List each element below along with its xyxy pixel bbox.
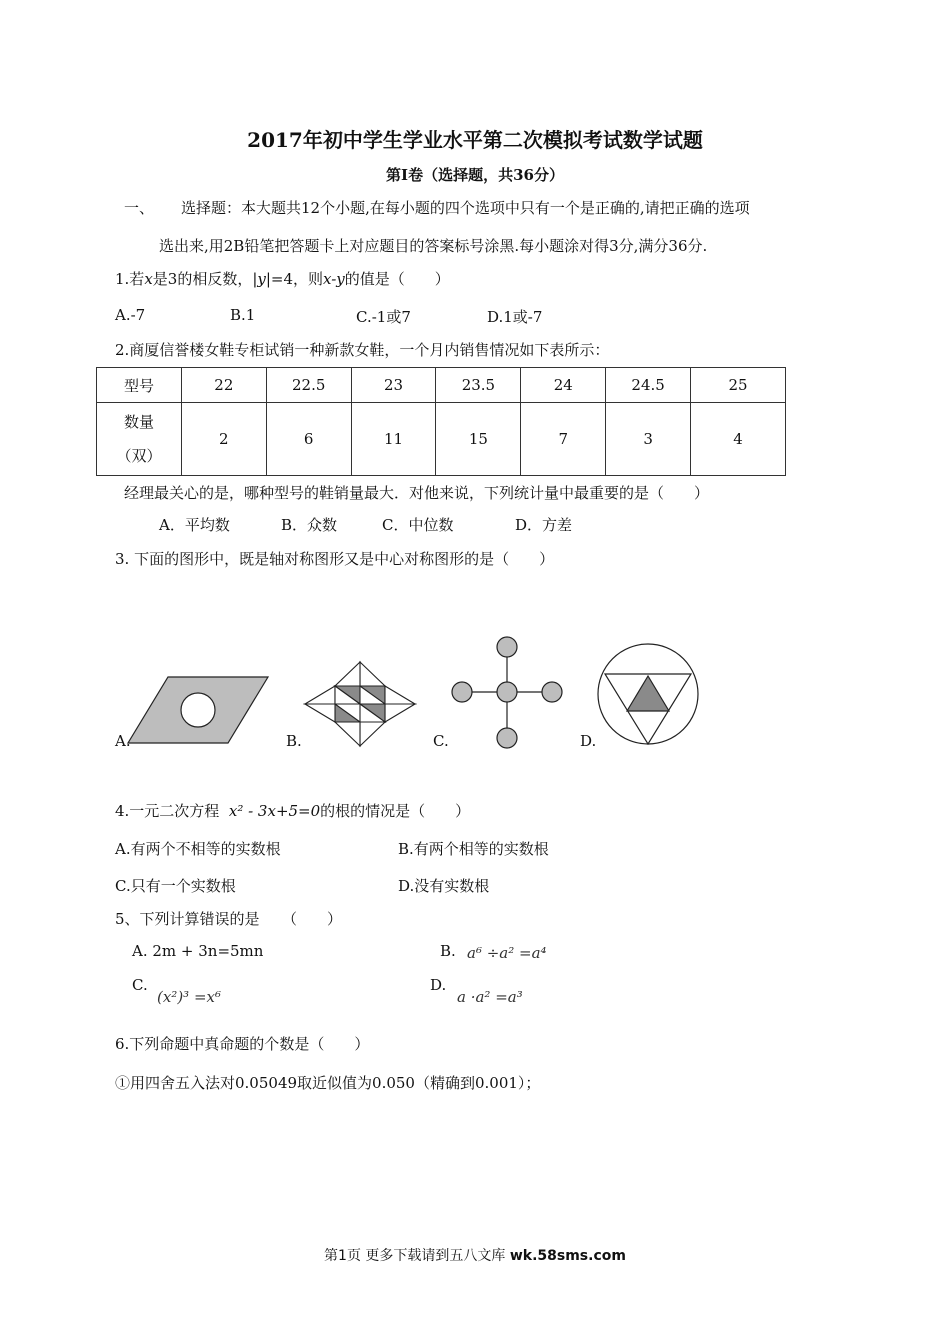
q5-option-c-label: C. <box>132 976 148 994</box>
section-text-line1: 选择题：本大题共12个小题,在每小题的四个选项中只有一个是正确的,请把正确的选项 <box>181 199 750 217</box>
table-cell: 11 <box>351 403 436 476</box>
table-cell: 24 <box>521 368 606 403</box>
circle-hole <box>181 693 215 727</box>
q4-option-a: A.有两个不相等的实数根 <box>115 840 281 858</box>
section-text-line2: 选出来,用2B铅笔把答题卡上对应题目的答案标号涂黑.每小题涂对得3分,满分36分. <box>159 237 708 255</box>
table-cell: 22.5 <box>266 368 351 403</box>
q5-option-d-label: D. <box>430 976 447 994</box>
question-6-item-1: ①用四舍五入法对0.05049取近似值为0.050（精确到0.001）； <box>115 1074 541 1092</box>
section-number: 一、 <box>124 199 155 217</box>
figure-c-cross <box>450 635 565 750</box>
table-cell: 6 <box>266 403 351 476</box>
q1-option-c: C.-1或7 <box>356 308 411 326</box>
q5-option-b-expr: a⁶ ÷a² =a⁴ <box>467 944 547 962</box>
q2-option-c: C．中位数 <box>382 516 454 534</box>
q5-option-d-expr: a ·a² =a³ <box>457 988 523 1006</box>
question-3-stem: 3. 下面的图形中，既是轴对称图形又是中心对称图形的是（ ） <box>115 550 555 568</box>
table-row-quantities <box>97 403 786 476</box>
table-cell: 25 <box>691 368 786 403</box>
question-2-followup: 经理最关心的是，哪种型号的鞋销量最大．对他来说，下列统计量中最重要的是（ ） <box>124 484 710 502</box>
question-1-stem: 1.若x是3的相反数，|y|=4，则x-y的值是（ ） <box>115 270 450 288</box>
table-cell: 23.5 <box>436 368 521 403</box>
table-cell: 22 <box>181 368 266 403</box>
table-cell: 2 <box>181 403 266 476</box>
question-6-stem: 6.下列命题中真命题的个数是（ ） <box>115 1035 370 1053</box>
figure-d-label: D. <box>580 732 597 750</box>
footer-site-link[interactable]: wk.58sms.com <box>509 1248 626 1264</box>
q4-option-c: C.只有一个实数根 <box>115 877 236 895</box>
figure-b-label: B. <box>286 732 302 750</box>
figure-a-parallelogram <box>128 675 270 745</box>
q1-option-d: D.1或-7 <box>487 308 543 326</box>
question-2-stem: 2.商厦信誉楼女鞋专柜试销一种新款女鞋，一个月内销售情况如下表所示： <box>115 341 610 359</box>
q1-option-b: B.1 <box>230 306 256 324</box>
figure-b-pinwheel <box>303 659 418 749</box>
q5-option-a: A. 2m + 3n=5mn <box>132 942 264 960</box>
table-cell: 4 <box>691 403 786 476</box>
figure-c-label: C. <box>433 732 449 750</box>
question-4-stem: 4.一元二次方程 x² - 3x+5=0的根的情况是（ ） <box>115 802 471 820</box>
question-5-stem: 5、下列计算错误的是 （ ） <box>115 910 343 928</box>
table-cell: 23 <box>351 368 436 403</box>
q1-option-a: A.-7 <box>115 306 146 324</box>
q2-option-b: B．众数 <box>281 516 338 534</box>
page-title: 2017年初中学生学业水平第二次模拟考试数学试题 <box>247 128 703 152</box>
table-cell: 3 <box>606 403 691 476</box>
figure-d-circle-triangle <box>597 643 702 748</box>
table-row-sizes <box>97 368 786 403</box>
section-subtitle: 第Ⅰ卷（选择题，共36分） <box>386 166 564 184</box>
q2-option-d: D．方差 <box>515 516 573 534</box>
table-header-quantity: 数量 （双） <box>97 403 182 476</box>
q4-option-d: D.没有实数根 <box>398 877 490 895</box>
table-cell: 24.5 <box>606 368 691 403</box>
table-header-size: 型号 <box>97 368 182 403</box>
table-cell: 15 <box>436 403 521 476</box>
page-footer: 第1页 更多下载请到五八文库 wk.58sms.com <box>324 1248 626 1264</box>
q4-option-b: B.有两个相等的实数根 <box>398 840 549 858</box>
sales-table <box>96 367 786 476</box>
table-cell: 7 <box>521 403 606 476</box>
q5-option-b-label: B. <box>440 942 456 960</box>
figure-a-label: A. <box>115 732 131 750</box>
q5-option-c-expr: (x²)³ =x⁶ <box>157 988 221 1006</box>
q2-option-a: A．平均数 <box>159 516 230 534</box>
